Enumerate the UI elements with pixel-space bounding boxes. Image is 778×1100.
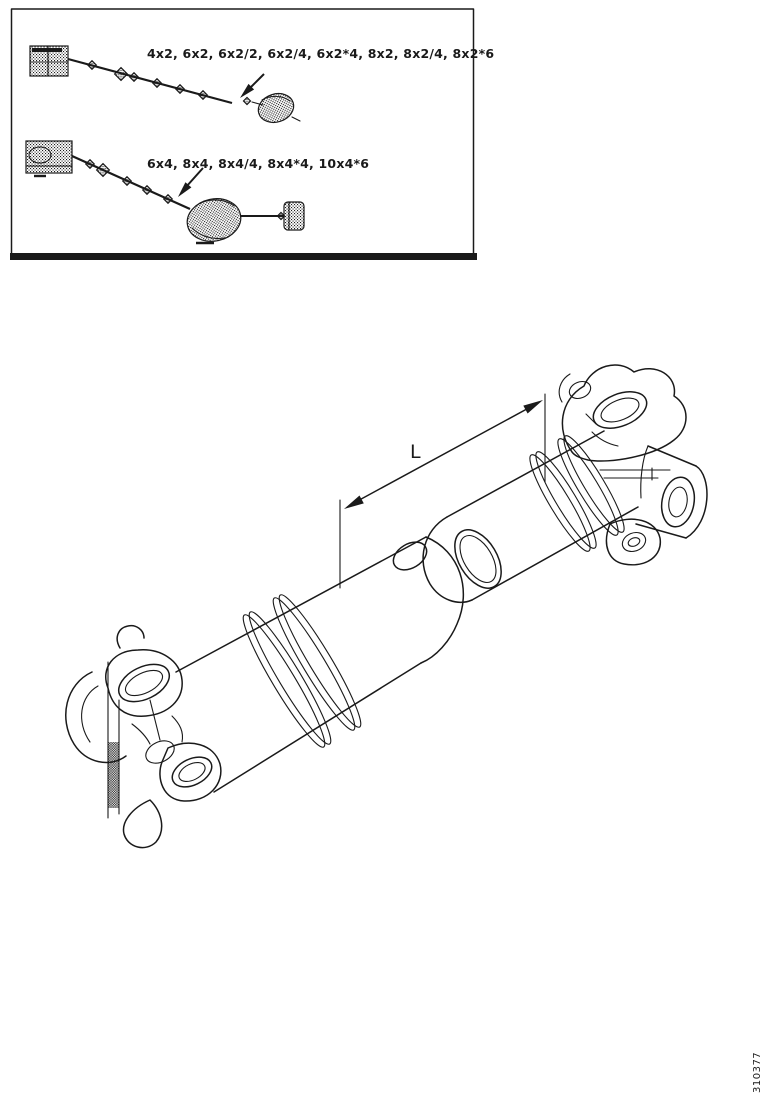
flange-bore <box>658 475 698 530</box>
bearing-strap-hatch <box>109 742 119 808</box>
lower-yoke-ear <box>160 743 221 801</box>
gearbox-detail <box>32 48 62 52</box>
yoke-foot <box>124 800 162 848</box>
tube-bottom-edge <box>214 663 421 792</box>
bearing-cup-hole <box>588 385 652 436</box>
config-list-single: 4x2, 6x2, 6x2/2, 6x2/4, 6x2*4, 8x2, 8x2/4, 8x2*6 <box>147 46 495 61</box>
callout-arrow-icon <box>240 74 264 98</box>
dimension-arrowhead-right <box>523 400 543 414</box>
weld-collar-rings <box>523 431 632 556</box>
bearing-cup-hole <box>167 751 216 793</box>
forward-shaft-tube <box>423 431 638 602</box>
weld-collar-rings <box>235 589 369 752</box>
dimension-L <box>340 394 545 588</box>
dimension-label: L <box>410 441 421 463</box>
lower-yoke-ear <box>606 519 660 565</box>
config-list-tandem: 6x4, 8x4, 8x4/4, 8x4*4, 10x4*6 <box>147 156 370 171</box>
tube-top-edge <box>176 537 426 672</box>
rear-universal-joint <box>66 626 221 848</box>
tube-bore <box>445 522 511 596</box>
axle-detail <box>292 117 300 121</box>
upper-yoke-ear <box>562 365 686 461</box>
shaft-joint-markers <box>88 61 251 105</box>
end-yoke-flange <box>636 446 707 538</box>
tube-end-dome <box>421 537 463 663</box>
dimension-line <box>352 404 536 504</box>
propshaft-illustration <box>66 365 707 848</box>
inset-panel <box>10 9 494 257</box>
journal-detail-lines <box>600 468 670 480</box>
rear-axle-icon <box>255 89 298 127</box>
callout-arrow-icon <box>178 168 203 197</box>
bearing-cup-hole <box>620 529 649 555</box>
bearing-cup-hole <box>113 657 176 709</box>
figure-number: 310377 <box>752 1051 763 1093</box>
second-rear-axle-icon <box>284 202 304 230</box>
cross-journal <box>142 736 178 767</box>
gearbox-icon <box>26 141 72 173</box>
rear-shaft-tube <box>176 536 463 792</box>
front-universal-joint <box>559 365 707 565</box>
dimension-arrowhead-left <box>344 496 364 510</box>
